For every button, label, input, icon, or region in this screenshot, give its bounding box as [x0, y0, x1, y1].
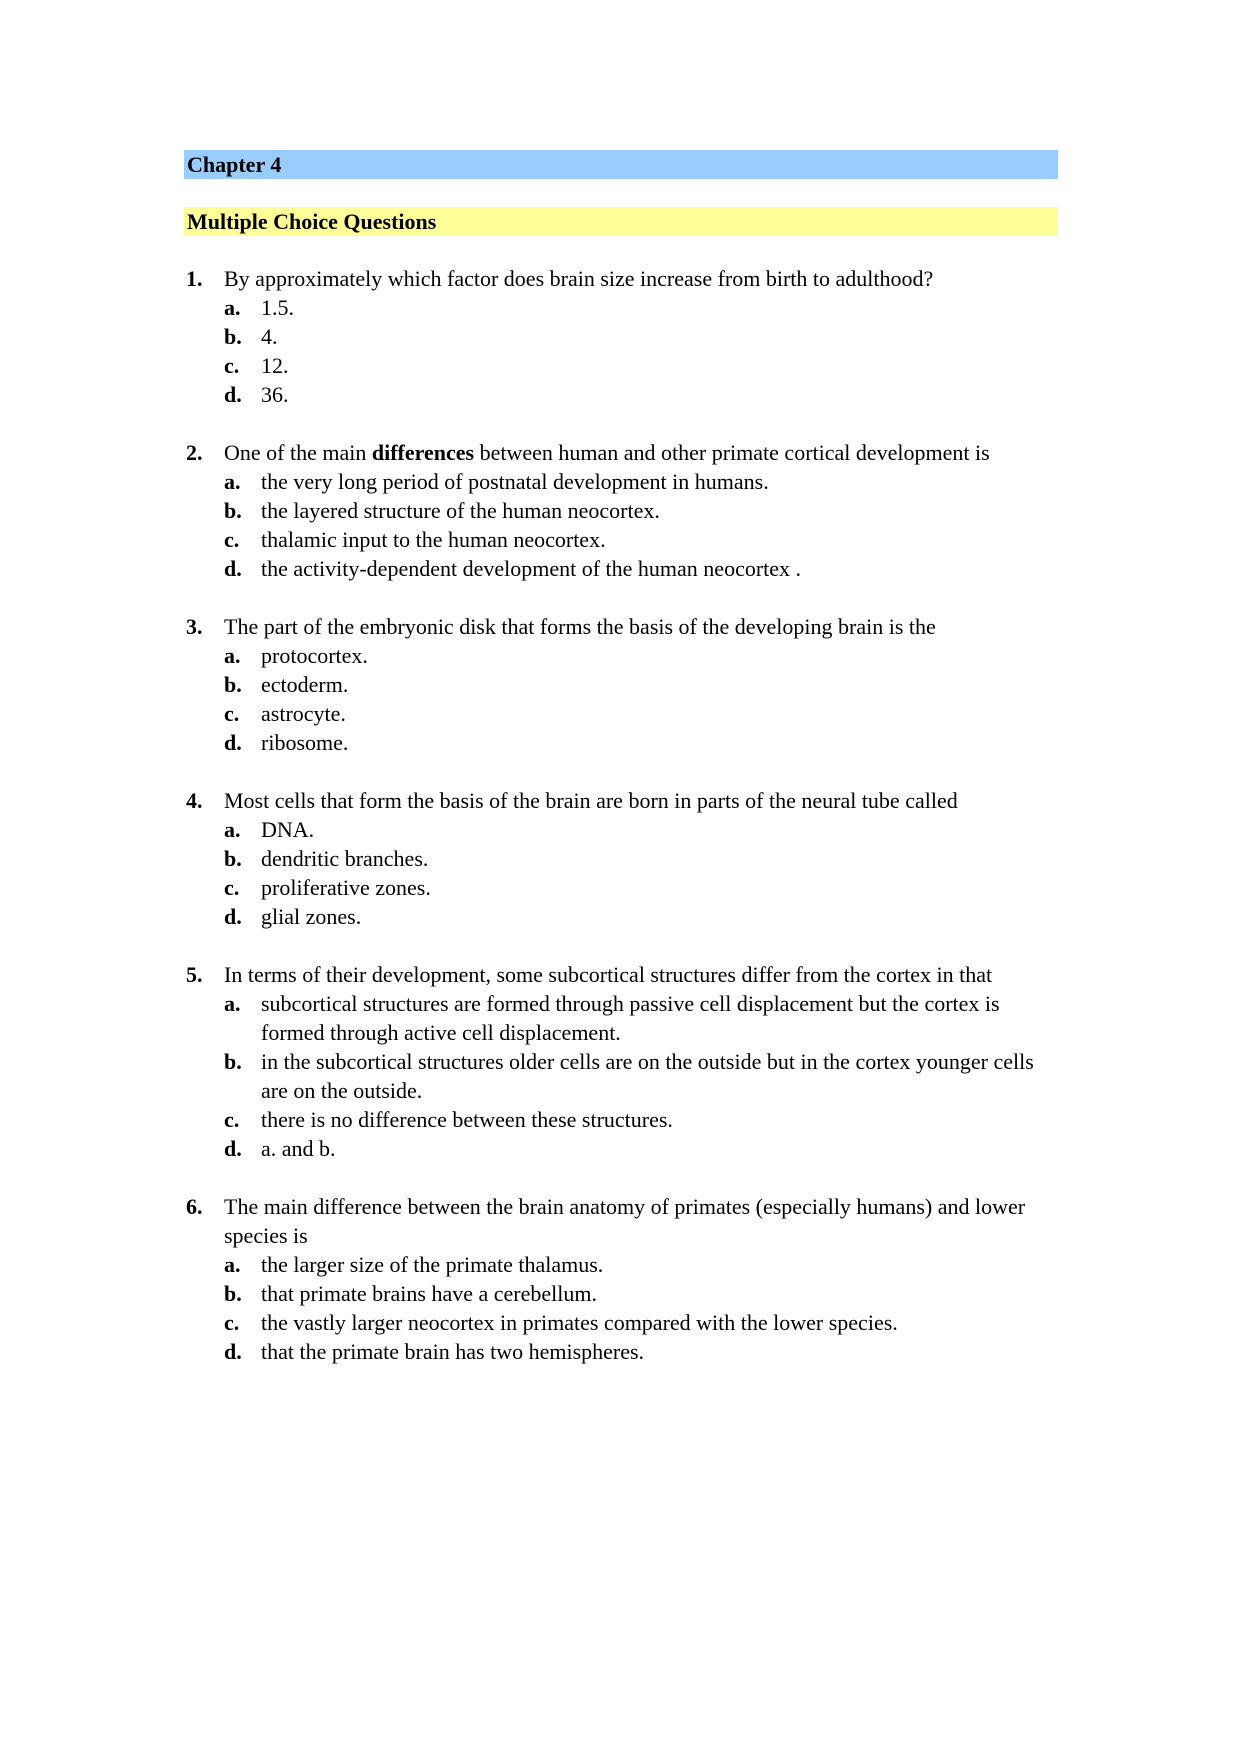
question-item [186, 786, 1046, 931]
option-letter: d. [224, 382, 242, 407]
question-stem-text: between human and other primate cortical development is [474, 440, 990, 465]
option-letter: b. [224, 672, 242, 697]
option-text: dendritic branches. [261, 846, 429, 871]
option-letter: c. [224, 353, 240, 378]
answer-option [224, 467, 1046, 496]
answer-option [224, 699, 1046, 728]
answer-option [224, 1337, 1046, 1366]
answer-options [224, 989, 1046, 1163]
question-stem [224, 960, 1046, 989]
question-number: 3. [186, 614, 203, 639]
option-text: 36. [261, 382, 289, 407]
answer-option [224, 1308, 1046, 1337]
question-stem [224, 438, 1046, 467]
answer-option [224, 554, 1046, 583]
option-letter: d. [224, 730, 242, 755]
answer-option [224, 989, 1046, 1047]
option-text: astrocyte. [261, 701, 346, 726]
answer-option [224, 670, 1046, 699]
answer-option [224, 641, 1046, 670]
answer-options [224, 467, 1046, 583]
answer-option [224, 293, 1046, 322]
question-item [186, 960, 1046, 1163]
section-heading: Multiple Choice Questions [184, 207, 1058, 236]
answer-options [224, 1250, 1046, 1366]
option-letter: d. [224, 1339, 242, 1364]
option-letter: c. [224, 701, 240, 726]
option-letter: d. [224, 1136, 242, 1161]
option-letter: c. [224, 527, 240, 552]
option-letter: b. [224, 846, 242, 871]
option-text: 4. [261, 324, 278, 349]
option-letter: a. [224, 295, 241, 320]
option-letter: d. [224, 904, 242, 929]
option-text: a. and b. [261, 1136, 336, 1161]
answer-options [224, 293, 1046, 409]
option-letter: b. [224, 1049, 242, 1074]
option-text: that the primate brain has two hemispheres. [261, 1339, 645, 1364]
question-number: 6. [186, 1194, 203, 1219]
option-text: subcortical structures are formed through passive cell displacement but the cortex is formed through active cell displacement. [261, 991, 1000, 1045]
option-text: DNA. [261, 817, 315, 842]
chapter-heading: Chapter 4 [184, 150, 1058, 179]
question-item [186, 612, 1046, 757]
question-stem-text: One of the main [224, 440, 372, 465]
option-text: the larger size of the primate thalamus. [261, 1252, 604, 1277]
question-stem-text: The main difference between the brain anatomy of primates (especially humans) and lower species is [224, 1194, 1026, 1248]
answer-option [224, 322, 1046, 351]
option-text: the vastly larger neocortex in primates compared with the lower species. [261, 1310, 898, 1335]
question-number: 4. [186, 788, 203, 813]
question-item [186, 1192, 1046, 1366]
answer-option [224, 525, 1046, 554]
option-text: the activity-dependent development of the human neocortex . [261, 556, 802, 581]
question-number: 1. [186, 266, 203, 291]
question-item [186, 438, 1046, 583]
option-text: in the subcortical structures older cells are on the outside but in the cortex younger cells are on the outside. [261, 1049, 1034, 1103]
answer-option [224, 728, 1046, 757]
question-stem [224, 612, 1046, 641]
option-text: proliferative zones. [261, 875, 431, 900]
answer-option [224, 1250, 1046, 1279]
option-letter: a. [224, 991, 241, 1016]
option-letter: c. [224, 1310, 240, 1335]
option-letter: d. [224, 556, 242, 581]
question-item [186, 264, 1046, 409]
option-text: ectoderm. [261, 672, 349, 697]
option-text: ribosome. [261, 730, 349, 755]
option-letter: c. [224, 875, 240, 900]
option-text: the layered structure of the human neocortex. [261, 498, 660, 523]
question-stem-text: In terms of their development, some subcortical structures differ from the cortex in that [224, 962, 993, 987]
question-stem-text: By approximately which factor does brain size increase from birth to adulthood? [224, 266, 934, 291]
answer-options [224, 815, 1046, 931]
option-letter: a. [224, 817, 241, 842]
option-text: that primate brains have a cerebellum. [261, 1281, 597, 1306]
question-stem-text: The part of the embryonic disk that forms the basis of the developing brain is the [224, 614, 936, 639]
answer-option [224, 873, 1046, 902]
question-number: 2. [186, 440, 203, 465]
answer-option [224, 844, 1046, 873]
question-number: 5. [186, 962, 203, 987]
option-letter: b. [224, 498, 242, 523]
option-text: 1.5. [261, 295, 294, 320]
answer-option [224, 902, 1046, 931]
question-stem-text: Most cells that form the basis of the brain are born in parts of the neural tube called [224, 788, 958, 813]
option-text: thalamic input to the human neocortex. [261, 527, 606, 552]
question-stem-emphasis: differences [371, 440, 475, 465]
question-stem [224, 264, 1046, 293]
option-letter: c. [224, 1107, 240, 1132]
option-text: the very long period of postnatal development in humans. [261, 469, 769, 494]
option-letter: b. [224, 1281, 242, 1306]
option-text: protocortex. [261, 643, 368, 668]
answer-option [224, 1105, 1046, 1134]
answer-option [224, 815, 1046, 844]
answer-options [224, 641, 1046, 757]
option-text: there is no difference between these structures. [261, 1107, 673, 1132]
option-letter: a. [224, 469, 241, 494]
answer-option [224, 351, 1046, 380]
question-list [186, 264, 1046, 1395]
answer-option [224, 1134, 1046, 1163]
option-letter: a. [224, 1252, 241, 1277]
answer-option [224, 1047, 1046, 1105]
option-letter: a. [224, 643, 241, 668]
question-stem [224, 1192, 1046, 1250]
question-stem [224, 786, 1046, 815]
answer-option [224, 1279, 1046, 1308]
answer-option [224, 380, 1046, 409]
option-letter: b. [224, 324, 242, 349]
answer-option [224, 496, 1046, 525]
option-text: glial zones. [261, 904, 362, 929]
option-text: 12. [261, 353, 289, 378]
